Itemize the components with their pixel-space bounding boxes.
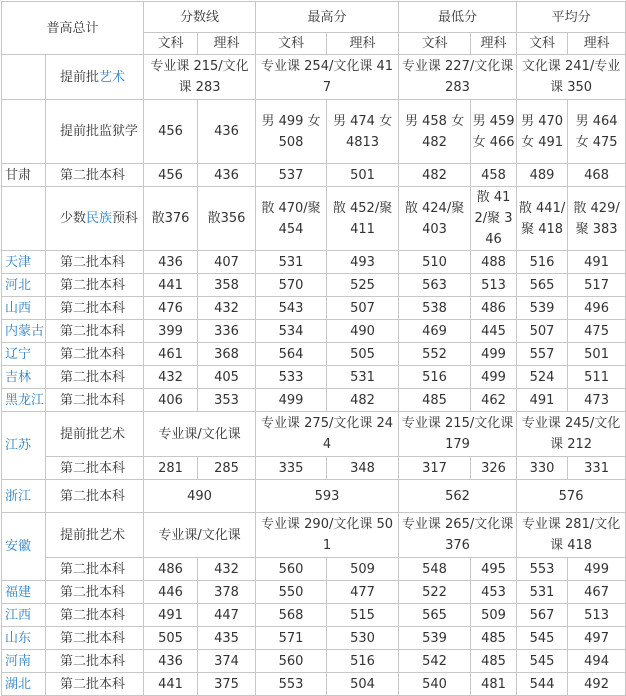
value-cell: 570: [256, 274, 327, 297]
table-row: [2, 673, 626, 696]
value-cell: 501: [568, 343, 626, 366]
province-link[interactable]: 辽宁: [2, 343, 46, 366]
table-row: [2, 604, 626, 627]
value-cell: 494: [568, 650, 626, 673]
value-cell: 524: [517, 366, 568, 389]
value-cell: 男 458 女 482: [399, 100, 471, 164]
batch-cell: 第二批本科: [46, 274, 144, 297]
value-cell: 散 424/聚 403: [399, 187, 471, 251]
max-cell: 专业课 254/文化课 417: [256, 55, 399, 100]
value-cell: 482: [327, 389, 399, 412]
avg-cell: 文化课 241/专业课 350: [517, 55, 626, 100]
province-link[interactable]: 安徽: [2, 513, 46, 581]
value-cell: 477: [327, 581, 399, 604]
value-cell: 353: [198, 389, 256, 412]
value-cell: 493: [327, 251, 399, 274]
table-row: [2, 320, 626, 343]
value-cell: 533: [256, 366, 327, 389]
value-cell: 散 470/聚 454: [256, 187, 327, 251]
value-cell: 534: [256, 320, 327, 343]
value-cell: 336: [198, 320, 256, 343]
max-cell: 专业课 290/文化课 501: [256, 513, 399, 558]
province-link[interactable]: 山西: [2, 297, 46, 320]
value-cell: 散 412/聚 346: [471, 187, 517, 251]
table-row: [2, 627, 626, 650]
province-link[interactable]: 黑龙江: [2, 389, 46, 412]
province-cell-empty: [2, 100, 46, 164]
value-cell: 509: [471, 604, 517, 627]
value-cell: 447: [198, 604, 256, 627]
value-cell: 378: [198, 581, 256, 604]
value-cell: 468: [568, 164, 626, 187]
batch-cell: 第二批本科: [46, 650, 144, 673]
value-cell: 441: [144, 673, 198, 696]
score-cell: 专业课 215/文化课 283: [144, 55, 256, 100]
province-cell-empty: [2, 55, 46, 100]
avg-cell: 专业课 281/文化课 418: [517, 513, 626, 558]
value-cell: 散 441/聚 418: [517, 187, 568, 251]
batch-cell: 第二批本科: [46, 457, 144, 480]
value-cell: 499: [471, 343, 517, 366]
value-cell: 516: [399, 366, 471, 389]
table-row: [2, 164, 626, 187]
value-cell: 446: [144, 581, 198, 604]
batch-cell: 第二批本科: [46, 251, 144, 274]
min-cell: 562: [399, 480, 517, 513]
province-label: 甘肃: [2, 164, 46, 187]
value-cell: 495: [471, 558, 517, 581]
value-cell: 531: [327, 366, 399, 389]
value-cell: 565: [399, 604, 471, 627]
header-corner: 普高总计: [2, 2, 144, 55]
province-link[interactable]: 湖北: [2, 673, 46, 696]
batch-cell: 第二批本科: [46, 558, 144, 581]
value-cell: 496: [568, 297, 626, 320]
value-cell: 505: [327, 343, 399, 366]
value-cell: 485: [471, 627, 517, 650]
header-li: 理科: [198, 33, 256, 55]
batch-cell: 提前批艺术: [46, 513, 144, 558]
value-cell: 531: [517, 581, 568, 604]
value-cell: 499: [471, 366, 517, 389]
table-row: [2, 55, 626, 100]
value-cell: 550: [256, 581, 327, 604]
value-cell: 491: [568, 251, 626, 274]
value-cell: 406: [144, 389, 198, 412]
value-cell: 331: [568, 457, 626, 480]
value-cell: 436: [198, 100, 256, 164]
value-cell: 348: [327, 457, 399, 480]
value-cell: 453: [471, 581, 517, 604]
value-cell: 507: [517, 320, 568, 343]
header-wen: 文科: [399, 33, 471, 55]
batch-cell: 第二批本科: [46, 320, 144, 343]
value-cell: 530: [327, 627, 399, 650]
min-cell: 专业课 265/文化课 376: [399, 513, 517, 558]
value-cell: 476: [144, 297, 198, 320]
header-li: 理科: [568, 33, 626, 55]
table-row: [2, 558, 626, 581]
value-cell: 375: [198, 673, 256, 696]
value-cell: 491: [517, 389, 568, 412]
header-wen: 文科: [256, 33, 327, 55]
table-row: [2, 343, 626, 366]
batch-cell: 第二批本科: [46, 627, 144, 650]
value-cell: 545: [517, 650, 568, 673]
value-cell: 560: [256, 558, 327, 581]
table-row: [2, 100, 626, 164]
province-link[interactable]: 江西: [2, 604, 46, 627]
batch-cell: 第二批本科: [46, 366, 144, 389]
value-cell: 432: [198, 558, 256, 581]
value-cell: 542: [399, 650, 471, 673]
value-cell: 539: [399, 627, 471, 650]
value-cell: 564: [256, 343, 327, 366]
table-row: [2, 389, 626, 412]
table-row: [2, 581, 626, 604]
value-cell: 509: [327, 558, 399, 581]
province-cell-empty: [2, 187, 46, 251]
header-wen: 文科: [144, 33, 198, 55]
avg-cell: 专业课 245/文化课 212: [517, 412, 626, 457]
value-cell: 358: [198, 274, 256, 297]
value-cell: 485: [399, 389, 471, 412]
max-cell: 593: [256, 480, 399, 513]
value-cell: 散356: [198, 187, 256, 251]
value-cell: 456: [144, 100, 198, 164]
value-cell: 517: [568, 274, 626, 297]
value-cell: 488: [471, 251, 517, 274]
value-cell: 540: [399, 673, 471, 696]
value-cell: 513: [471, 274, 517, 297]
value-cell: 571: [256, 627, 327, 650]
table-row: [2, 274, 626, 297]
province-link[interactable]: 福建: [2, 581, 46, 604]
header-group-cutoff: 分数线: [144, 2, 256, 33]
value-cell: 458: [471, 164, 517, 187]
value-cell: 男 470 女 491: [517, 100, 568, 164]
value-cell: 513: [568, 604, 626, 627]
value-cell: 285: [198, 457, 256, 480]
value-cell: 368: [198, 343, 256, 366]
table-row: [2, 251, 626, 274]
value-cell: 489: [517, 164, 568, 187]
min-cell: 专业课 227/文化课 283: [399, 55, 517, 100]
value-cell: 543: [256, 297, 327, 320]
value-cell: 537: [256, 164, 327, 187]
province-link[interactable]: 山东: [2, 627, 46, 650]
batch-cell: 第二批本科: [46, 164, 144, 187]
value-cell: 399: [144, 320, 198, 343]
value-cell: 432: [198, 297, 256, 320]
table-row: [2, 412, 626, 457]
value-cell: 462: [471, 389, 517, 412]
value-cell: 326: [471, 457, 517, 480]
value-cell: 485: [471, 650, 517, 673]
value-cell: 531: [256, 251, 327, 274]
value-cell: 499: [568, 558, 626, 581]
value-cell: 317: [399, 457, 471, 480]
value-cell: 504: [327, 673, 399, 696]
header-li: 理科: [327, 33, 399, 55]
value-cell: 486: [471, 297, 517, 320]
value-cell: 539: [517, 297, 568, 320]
batch-cell: 第二批本科: [46, 389, 144, 412]
value-cell: 482: [399, 164, 471, 187]
value-cell: 407: [198, 251, 256, 274]
value-cell: 552: [399, 343, 471, 366]
max-cell: 专业课 275/文化课 244: [256, 412, 399, 457]
value-cell: 467: [568, 581, 626, 604]
batch-cell: 第二批本科: [46, 673, 144, 696]
value-cell: 563: [399, 274, 471, 297]
value-cell: 568: [256, 604, 327, 627]
value-cell: 散 429/聚 383: [568, 187, 626, 251]
value-cell: 507: [327, 297, 399, 320]
table-row: [2, 480, 626, 513]
value-cell: 男 474 女 4813: [327, 100, 399, 164]
value-cell: 486: [144, 558, 198, 581]
avg-cell: 576: [517, 480, 626, 513]
value-cell: 516: [517, 251, 568, 274]
art-link[interactable]: 艺术: [99, 69, 126, 85]
batch-cell: 第二批本科: [46, 343, 144, 366]
header-li: 理科: [471, 33, 517, 55]
value-cell: 505: [144, 627, 198, 650]
value-cell: 散376: [144, 187, 198, 251]
value-cell: 545: [517, 627, 568, 650]
value-cell: 557: [517, 343, 568, 366]
value-cell: 515: [327, 604, 399, 627]
value-cell: 473: [568, 389, 626, 412]
value-cell: 525: [327, 274, 399, 297]
value-cell: 510: [399, 251, 471, 274]
value-cell: 516: [327, 650, 399, 673]
value-cell: 544: [517, 673, 568, 696]
value-cell: 553: [517, 558, 568, 581]
value-cell: 461: [144, 343, 198, 366]
value-cell: 436: [144, 251, 198, 274]
value-cell: 469: [399, 320, 471, 343]
batch-cell: 第二批本科: [46, 297, 144, 320]
value-cell: 490: [327, 320, 399, 343]
value-cell: 522: [399, 581, 471, 604]
header-group-avg: 平均分: [517, 2, 626, 33]
value-cell: 560: [256, 650, 327, 673]
admission-scores-table: [1, 1, 626, 696]
value-cell: 497: [568, 627, 626, 650]
value-cell: 435: [198, 627, 256, 650]
header-group-max: 最高分: [256, 2, 399, 33]
ethnic-link[interactable]: 民族: [86, 211, 113, 226]
batch-cell: 提前批艺术: [46, 55, 144, 100]
batch-cell: 提前批艺术: [46, 412, 144, 457]
province-link[interactable]: 天津: [2, 251, 46, 274]
value-cell: 281: [144, 457, 198, 480]
value-cell: 散 452/聚 411: [327, 187, 399, 251]
batch-cell: 第二批本科: [46, 480, 144, 513]
value-cell: 491: [144, 604, 198, 627]
table-row: [2, 366, 626, 389]
score-cell: 专业课/文化课: [144, 412, 256, 457]
batch-cell: 第二批本科: [46, 581, 144, 604]
table-row: [2, 187, 626, 251]
value-cell: 405: [198, 366, 256, 389]
value-cell: 475: [568, 320, 626, 343]
value-cell: 492: [568, 673, 626, 696]
table-row: [2, 297, 626, 320]
value-cell: 548: [399, 558, 471, 581]
score-cell: 490: [144, 480, 256, 513]
value-cell: 男 499 女 508: [256, 100, 327, 164]
province-link[interactable]: 内蒙古: [2, 320, 46, 343]
province-link[interactable]: 江苏: [2, 412, 46, 480]
value-cell: 511: [568, 366, 626, 389]
value-cell: 567: [517, 604, 568, 627]
value-cell: 男 464 女 475: [568, 100, 626, 164]
score-cell: 专业课/文化课: [144, 513, 256, 558]
header-wen: 文科: [517, 33, 568, 55]
value-cell: 481: [471, 673, 517, 696]
value-cell: 538: [399, 297, 471, 320]
header-group-min: 最低分: [399, 2, 517, 33]
batch-cell: 提前批监狱学: [46, 100, 144, 164]
value-cell: 565: [517, 274, 568, 297]
batch-cell: 第二批本科: [46, 604, 144, 627]
province-link[interactable]: 河南: [2, 650, 46, 673]
value-cell: 432: [144, 366, 198, 389]
table-row: [2, 513, 626, 558]
table-row: [2, 457, 626, 480]
value-cell: 436: [198, 164, 256, 187]
min-cell: 专业课 215/文化课 179: [399, 412, 517, 457]
value-cell: 501: [327, 164, 399, 187]
table-row: [2, 650, 626, 673]
value-cell: 男 459 女 466: [471, 100, 517, 164]
value-cell: 335: [256, 457, 327, 480]
value-cell: 456: [144, 164, 198, 187]
province-link[interactable]: 河北: [2, 274, 46, 297]
value-cell: 441: [144, 274, 198, 297]
value-cell: 330: [517, 457, 568, 480]
province-link[interactable]: 浙江: [2, 480, 46, 513]
value-cell: 553: [256, 673, 327, 696]
header-row-groups: [2, 2, 626, 33]
value-cell: 374: [198, 650, 256, 673]
value-cell: 499: [256, 389, 327, 412]
value-cell: 445: [471, 320, 517, 343]
province-link[interactable]: 吉林: [2, 366, 46, 389]
value-cell: 436: [144, 650, 198, 673]
batch-cell: 少数民族预科: [46, 187, 144, 251]
